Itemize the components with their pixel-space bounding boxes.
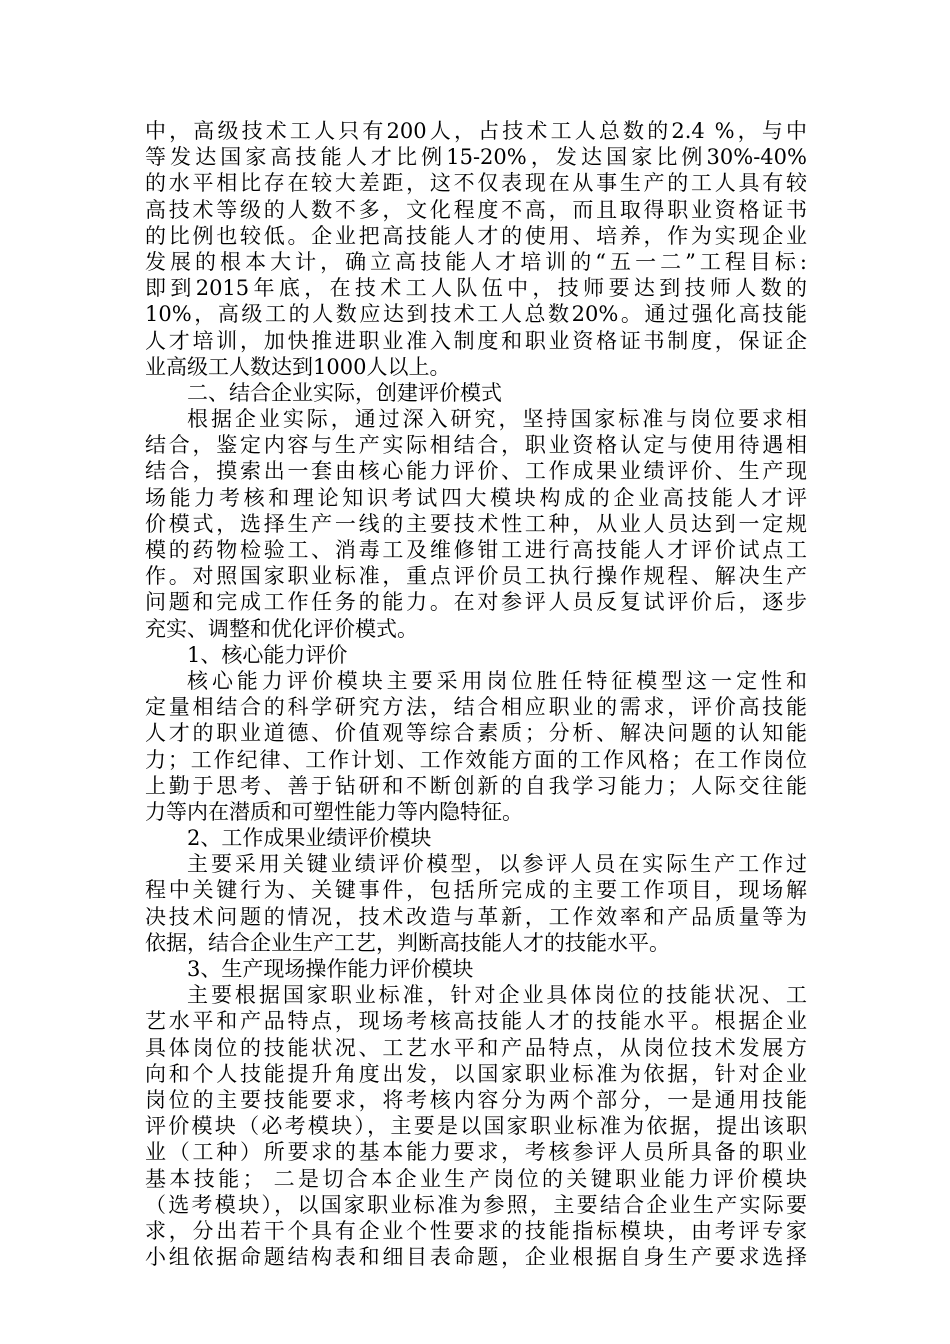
paragraph-line: （选考模块），以国家职业标准为参照，主要结合企业生产实际要 [145, 1192, 807, 1217]
paragraph-line: 模的药物检验工、消毒工及维修钳工进行高技能人才评价试点工 [145, 538, 807, 562]
paragraph-line: 的水平相比存在较大差距，这不仅表现在从事生产的工人具有较 [145, 171, 807, 196]
paragraph-line: 即到2015年底，在技术工人队伍中，技师要达到技师人数的 [145, 276, 807, 301]
paragraph-line: 程中关键行为、关键事件，包括所完成的主要工作项目，现场解 [145, 878, 807, 903]
paragraph-last-line: 业高级工人数达到1000人以上。 [145, 354, 451, 379]
paragraph-line: 的比例也较低。企业把高技能人才的使用、培养，作为实现企业 [145, 223, 807, 248]
section-heading: 2、工作成果业绩评价模块 [187, 826, 432, 851]
paragraph-line: 人才的职业道德、价值观等综合素质；分析、解决问题的认知能 [145, 721, 807, 746]
paragraph-first-line: 主要采用关键业绩评价模型，以参评人员在实际生产工作过 [187, 852, 807, 877]
paragraph-line: 发展的根本大计，确立高技能人才培训的“五一二”工程目标: [145, 249, 807, 274]
paragraph-first-line: 根据企业实际，通过深入研究，坚持国家标准与岗位要求相 [187, 407, 807, 432]
paragraph-line: 求，分出若干个具有企业个性要求的技能指标模块，由考评专家 [145, 1218, 807, 1243]
paragraph-line: 岗位的主要技能要求，将考核内容分为两个部分，一是通用技能 [145, 1087, 807, 1112]
paragraph-line: 向和个人技能提升角度出发，以国家职业标准为依据，针对企业 [145, 1061, 807, 1086]
paragraph-first-line: 主要根据国家职业标准，针对企业具体岗位的技能状况、工 [187, 983, 807, 1008]
paragraph-line: 人才培训，加快推进职业准入制度和职业资格证书制度，保证企 [145, 328, 807, 353]
document-body [145, 118, 807, 1270]
paragraph-line: 艺水平和产品特点，现场考核高技能人才的技能水平。根据企业 [145, 1009, 807, 1034]
paragraph-line: 价模式，选择生产一线的主要技术性工种，从业人员达到一定规 [145, 511, 807, 536]
paragraph-last-line: 力等内在潜质和可塑性能力等内隐特征。 [145, 799, 523, 824]
section-heading: 3、生产现场操作能力评价模块 [187, 957, 474, 981]
paragraph-line: 高技术等级的人数不多，文化程度不高，而且取得职业资格证书 [145, 197, 807, 222]
paragraph-line: 上勤于思考、善于钻研和不断创新的自我学习能力；人际交往能 [145, 773, 807, 798]
paragraph-last-line: 依据，结合企业生产工艺，判断高技能人才的技能水平。 [145, 930, 670, 955]
paragraph-line: 中，高级技术工人只有200人，占技术工人总数的2.4 %，与中 [145, 119, 807, 143]
paragraph-line: 定量相结合的科学研究方法，结合相应职业的需求，评价高技能 [145, 695, 807, 720]
paragraph-line: 决技术问题的情况，技术改造与革新，工作效率和产品质量等为 [145, 904, 807, 929]
paragraph-last-line: 充实、调整和优化评价模式。 [145, 616, 418, 641]
paragraph-line: 力；工作纪律、工作计划、工作效能方面的工作风格；在工作岗位 [145, 747, 807, 772]
paragraph-line: 基本技能； 二是切合本企业生产岗位的关键职业能力评价模块 [145, 1166, 807, 1191]
paragraph-line: 10%，高级工的人数应达到技术工人总数20%。通过强化高技能 [145, 302, 807, 327]
paragraph-line: 结合，摸索出一套由核心能力评价、工作成果业绩评价、生产现 [145, 459, 807, 484]
paragraph-line: 具体岗位的技能状况、工艺水平和产品特点，从岗位技术发展方 [145, 1035, 807, 1060]
paragraph-line: 问题和完成工作任务的能力。在对参评人员反复试评价后，逐步 [145, 590, 807, 615]
paragraph-first-line: 核心能力评价模块主要采用岗位胜任特征模型这一定性和 [187, 668, 807, 693]
paragraph-line: 等发达国家高技能人才比例15-20%，发达国家比例30%-40% [145, 145, 807, 170]
paragraph-line: 业（工种）所要求的基本能力要求，考核参评人员所具备的职业 [145, 1140, 807, 1165]
section-heading: 二、结合企业实际，创建评价模式 [187, 380, 502, 405]
paragraph-line: 评价模块（必考模块），主要是以国家职业标准为依据，提出该职 [145, 1114, 807, 1139]
paragraph-line: 小组依据命题结构表和细目表命题，企业根据自身生产要求选择 [145, 1245, 807, 1270]
section-heading: 1、核心能力评价 [187, 642, 348, 667]
paragraph-line: 结合，鉴定内容与生产实际相结合，职业资格认定与使用待遇相 [145, 433, 807, 458]
paragraph-line: 作。对照国家职业标准，重点评价员工执行操作规程、解决生产 [145, 564, 807, 589]
paragraph-line: 场能力考核和理论知识考试四大模块构成的企业高技能人才评 [145, 485, 807, 510]
